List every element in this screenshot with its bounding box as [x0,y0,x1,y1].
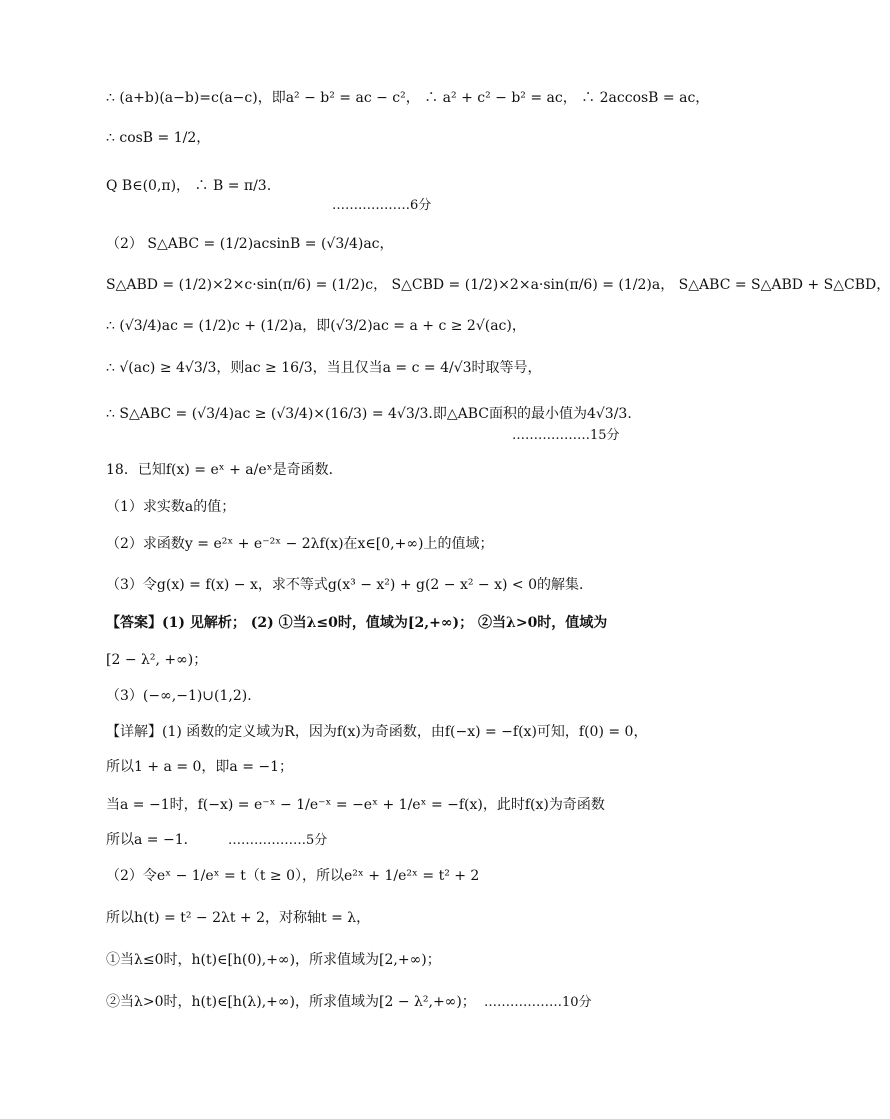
solution-line: S△ABD = (1/2)×2×c·sin(π/6) = (1/2)c， S△CBD = (1/2)×2×a·sin(π/6) = (1/2)a， S△ABC = S△ABD + S△CBD， [106,277,890,293]
answer-line: 【答案】(1) 见解析； (2) ①当λ≤0时，值域为[2,+∞)； ②当λ>0时，值域为 [106,615,608,631]
answer-line: [2 − λ², +∞)； [106,652,208,668]
detail-line: ②当λ>0时，h(t)∈[h(λ),+∞)，所求值域为[2 − λ²,+∞)； [106,994,476,1010]
problem-part: （3）令g(x) = f(x) − x，求不等式g(x³ − x²) + g(2 − x² − x) < 0的解集． [106,577,594,593]
solution-line: ∴ √(ac) ≥ 4√3/3，则ac ≥ 16/3，当且仅当a = c = 4/√3时取等号， [106,360,542,376]
score-marker: ………………6分 [332,198,432,213]
score-marker: ………………10分 [484,995,592,1010]
problem-statement: 18．已知f(x) = eˣ + a/eˣ是奇函数． [106,462,343,478]
detail-line: 所以h(t) = t² − 2λt + 2，对称轴t = λ， [106,910,371,926]
problem-part: （2）求函数y = e²ˣ + e⁻²ˣ − 2λf(x)在x∈[0,+∞)上的值域； [106,536,494,552]
solution-line: ∴ S△ABC = (√3/4)ac ≥ (√3/4)×(16/3) = 4√3/3.即△ABC面积的最小值为4√3/3. [106,406,632,422]
detail-line: （2）令eˣ − 1/eˣ = t（t ≥ 0），所以e²ˣ + 1/e²ˣ = t² + 2 [106,868,480,884]
detail-line: 所以a = −1． [106,832,198,848]
problem-part: （1）求实数a的值； [106,499,236,515]
detail-line: 当a = −1时，f(−x) = e⁻ˣ − 1/e⁻ˣ = −eˣ + 1/eˣ = −f(x)，此时f(x)为奇函数 [106,797,605,813]
detail-line: ①当λ≤0时，h(t)∈[h(0),+∞)，所求值域为[2,+∞)； [106,952,441,968]
solution-line: Q B∈(0,π)， ∴ B = π/3. [106,178,272,194]
solution-line: ∴ (a+b)(a−b)=c(a−c)，即a² − b² = ac − c²， ∴ a² + c² − b² = ac， ∴ 2accosB = ac， [106,90,710,106]
detail-line: 【详解】(1) 函数的定义域为R，因为f(x)为奇函数，由f(−x) = −f(x)可知，f(0) = 0， [106,724,648,740]
solution-line: ∴ cosB = 1/2， [106,130,211,146]
solution-line: ∴ (√3/4)ac = (1/2)c + (1/2)a，即(√3/2)ac = a + c ≥ 2√(ac)， [106,318,526,334]
solution-line: （2） S△ABC = (1/2)acsinB = (√3/4)ac， [106,236,394,252]
score-marker: ………………15分 [512,428,620,443]
detail-line: 所以1 + a = 0，即a = −1； [106,759,294,775]
score-marker: ………………5分 [228,833,328,848]
answer-line: （3）(−∞,−1)∪(1,2). [106,688,252,704]
